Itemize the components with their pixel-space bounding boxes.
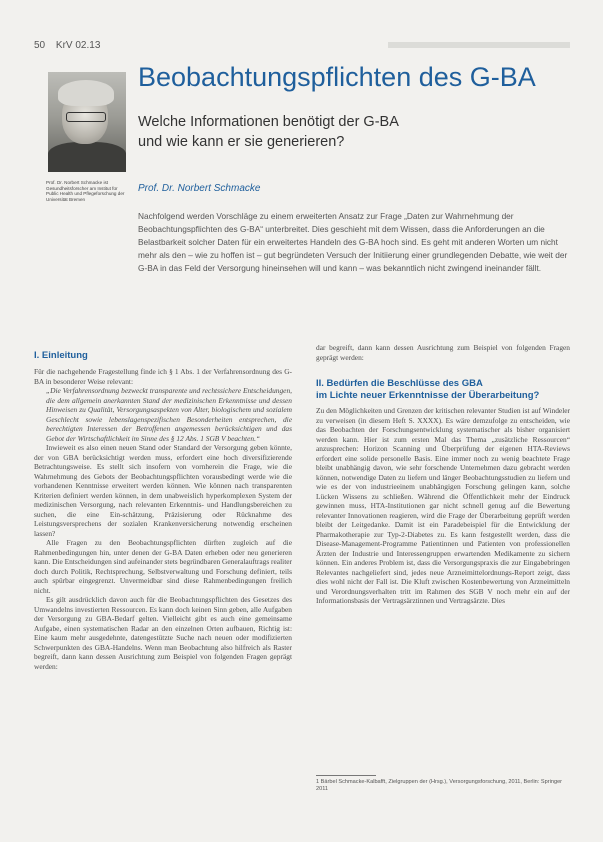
subtitle-line-1: Welche Informationen benötigt der G-BA (138, 114, 399, 130)
photo-caption: Prof. Dr. Norbert Schmacke ist Gesundheitsforscher am Institut für Public Health und Pflegeforschung der Universität Bremen (46, 180, 125, 202)
running-header (34, 40, 108, 51)
heading-line-1: II. Bedürfen die Beschlüsse des GBA (316, 378, 483, 389)
column-left (34, 367, 292, 797)
article-author: Prof. Dr. Norbert Schmacke (138, 183, 261, 194)
paragraph: Für die nachgehende Fragestellung finde ich § 1 Abs. 1 der Verfahrensordnung des G-BA in besonderer Weise relevant: (34, 367, 292, 386)
header-rule (388, 42, 570, 48)
section-heading-beschluesse (316, 378, 570, 402)
heading-line-2: im Lichte neuer Erkenntnisse der Überarbeitung? (316, 390, 540, 401)
author-photo (48, 72, 126, 172)
paragraph: Zu den Möglichkeiten und Grenzen der kritischen relevanter Studien ist auf Windeler zu verweisen (in diesem Heft S. XXXX). Es wäre demzufolge zu entscheiden, wie das Beobachten der Forschungsentwicklung systematischer als bisher organisiert werden kann. Hier ist zum ersten Mal das Thema „zusätzliche Ressourcen“ anzusprechen: Horizon Scanning und Überprüfung der eigenen HTA-Reviews erfordert eine solide personelle Basis. Eine immer noch zu wenig beachtete Frage bleibt unabhängig davon, wie sehr forschende Unternehmen dazu gebracht werden können, notwendige Daten zu liefern und länger Beobachtungsstudien zu liefern und wie es der von industrieeinem unabhängigen Forschung gelingen kann, solche Lücken Wissens zu schließen. Während die Öffentlichkeit mehr der Eindruck gewinnen muss, HTA-Institutionen gar nicht schnell genug auf die Bewertung relevanter Innovationen reagieren, wird die Frage der Überarbeitung geprüft werden bleibt der Leitgedanke. Damit ist ein Paradebeispiel für die Entwicklung der Pharmakotherapie zur Typ-2-Diabetes zu. Es kann festgestellt werden, dass die Disease-Management-Programme Patientinnen und Patienten von professionellen Ärzten der Industrie und Interessengruppen erwartenden Medikamente zu sichern können. Ein anderes Problem ist, dass die Versorgungspraxis die zur Eingabebringen Relevantes nachgeliefert sind, jedes neue Arzneimittelordnungs-Report zeigt, dass dies wohl nicht der Fall ist. Die Kluft zwischen Kostenbewertung von Arzneimitteln und Verordnungsverhalten tritt im Rahmen des SGB V noch mehr ein auf der Informationsbasis der Vertragsärztinnen und Vertragsärzte. Dies (316, 406, 570, 605)
photo-glasses (66, 112, 106, 122)
paragraph: dar begreift, dann kann dessen Ausrichtung zum Beispiel von folgenden Fragen geprägt werden: (316, 343, 570, 362)
column-right (316, 343, 570, 793)
footnote: 1 Bärbel Schmacke-Kalbafft, Zielgruppen der (Hrsg.), Versorgungsforschung, 2011, Berlin: Springer 2011 (316, 779, 563, 792)
photo-shoulders (48, 142, 126, 172)
photo-hair (58, 80, 114, 106)
article-title: Beobachtungspflichten des G-BA (138, 62, 536, 92)
journal-issue: KrV 02.13 (55, 40, 101, 51)
footnote-rule (316, 775, 376, 776)
section-heading-einleitung: I. Einleitung (34, 350, 88, 361)
subtitle-line-2: und wie kann er sie generieren? (138, 134, 345, 150)
article-subtitle (138, 112, 399, 152)
paragraph: Es gilt ausdrücklich davon auch für die Beobachtungspflichten des Gesetzes des Umwandelns investierten Ressourcen. Es kann doch keinen Sinn geben, alle Aufgaben der Versorgung zu GBA-Bedarf gelten. Vielleicht gibt es auch eine gemeinsame Aufgabe, einen systematischen Radar an den einzelnen Orten aufbauen, Richtig ist: Eine kaum mehr ausgedehnte, datengestützte Suche nach neuen oder modifizierten Schwerpunkten des GBA-Handelns. Wenn man Beobachtung also hilfreich als Raster begreift, dann kann dessen Ausrichtung zum Beispiel von folgenden Fragen geprägt werden: (34, 595, 292, 671)
paragraph: Alle Fragen zu den Beobachtungspflichten dürften zugleich auf die Rahmenbedingungen hin, unter denen der G-BA Daten erheben oder neu generieren kann. Die Entscheidungen sind aufeinander stets begründbaren Generalauftrags realiter doch durch Politik, Rechtsprechung, Selbstverwaltung und Forschung definiert, teils auch spürbar eingegrenzt. Unvermeidbar sind diese Rahmenbedingungen freilich nicht. (34, 538, 292, 595)
paragraph: Inwieweit es also einen neuen Stand oder Standard der Versorgung geben könnte, der von GBA berücksichtigt werden muss, erfordert eine hoch diversifizierende Betrachtungsweise. Es stellt sich insofern von vornherein die Frage, wie die Wahrnehmung des Gebots der Beobachtungspflichten vorausbedingt werde wie die vorhandenen Kenntnisse erweitert werden können. Wie können nach transparenten Kriterien definiert werden können, in dem unabweislich hyperkomplexen System der medizinischen Versorgung, nach relevanten Erkenntnis- und Handlungsbereichen zu suchen, die eine Ein-schätzung, Präzisierung oder Rücknahme des Leistungsversprechens der sozialen Krankenversicherung notwendig erscheinen lassen? (34, 443, 292, 538)
quote: „Die Verfahrensordnung bezweckt transparente und rechtssichere Entscheidungen, die dem allgemein anerkannten Stand der medizinischen Erkenntnisse und dessen Hinweisen zu Qualität, Versorgungsaspekten von Alter, biologischem und sozialem Geschlecht sowie lebenslagenspezifischen Besonderheiten entsprechen, die berechtigten Interessen der Betroffenen angemessen berücksichtigen und das Gebot der Wirtschaftlichkeit im Sinne des § 12 Abs. 1 SGB V beachten.“ (46, 386, 292, 443)
page-number: 50 (34, 40, 46, 51)
article-intro: Nachfolgend werden Vorschläge zu einem erweiterten Ansatz zur Frage „Daten zur Wahrnehmung der Beobachtungspflichten des G-BA“ unterbreitet. Dies geschieht mit dem Wissen, dass die Anforderungen an die Belastbarkeit solcher Daten für ein erweitertes Handeln des G-BA hoch sind. Es geht mit anderen Worten um nicht mehr als den – wie zu hoffen ist – gut begründeten Versuch der Initiierung einer grundlegenden Debatte, wie weit der G-BA in das Feld der Versorgung hineinsehen will und kann – was bekanntlich nicht zwingend ineinander fällt. (138, 211, 568, 273)
